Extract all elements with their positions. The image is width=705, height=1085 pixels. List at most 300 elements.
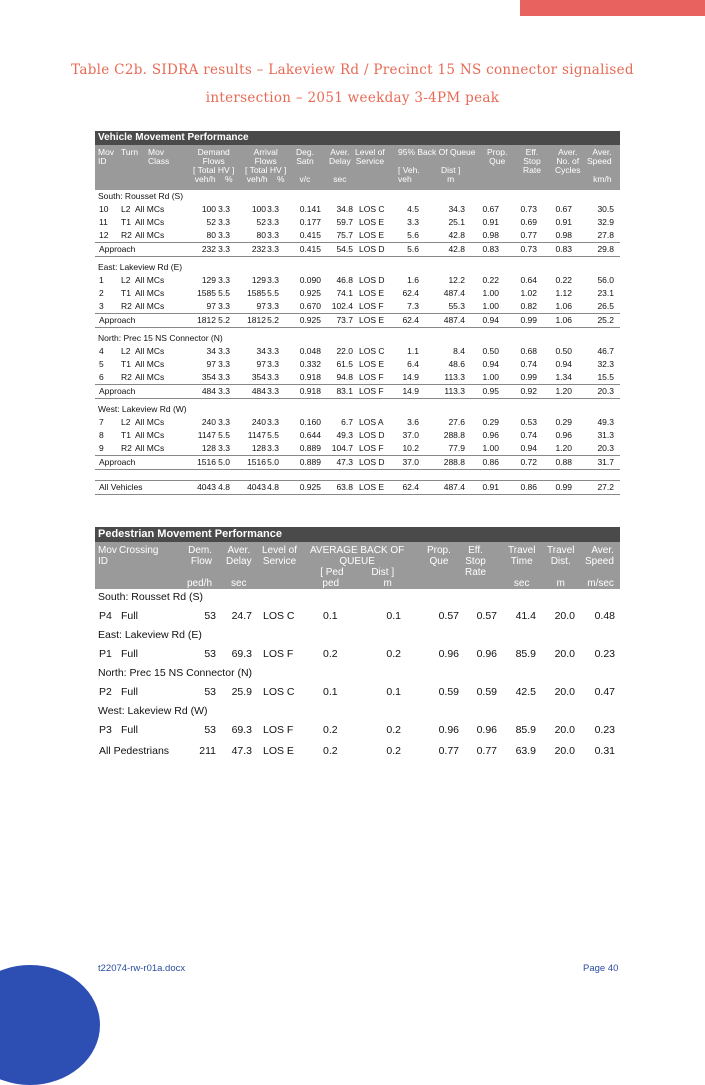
table-cell: 0.67 (555, 204, 572, 214)
table-row (95, 429, 620, 442)
table-cell: LOS C (359, 204, 385, 214)
table-cell: T1 (121, 288, 131, 298)
pedestrian-column-headers (95, 542, 620, 589)
ped-section-heading: North: Prec 15 NS Connector (N) (98, 667, 253, 679)
table-cell: 0.74 (520, 359, 537, 369)
table-cell: 15.5 (597, 372, 614, 382)
table-cell: 0.22 (482, 275, 499, 285)
table-cell: 52 (256, 217, 266, 227)
table-cell: 0.77 (438, 745, 459, 757)
table-cell: All MCs (135, 417, 165, 427)
table-cell: 0.99 (520, 315, 537, 325)
table-cell: 3.3 (218, 386, 230, 396)
table-cell: 31.7 (597, 457, 614, 467)
table-cell: 3.3 (267, 230, 279, 240)
table-cell: 3.3 (267, 372, 279, 382)
table-cell: 97 (206, 301, 216, 311)
table-cell: 20.0 (554, 724, 575, 736)
ped-col-prop-que: Prop. Que (427, 545, 451, 567)
table-cell: LOS D (359, 430, 385, 440)
table-cell: 4043 (197, 482, 216, 492)
table-cell: 47.3 (231, 745, 252, 757)
table-cell: 3.3 (218, 244, 230, 254)
col-aver-cycles: Aver. No. of Cycles (555, 147, 581, 175)
table-cell: 0.91 (555, 217, 572, 227)
table-cell: Full (121, 724, 138, 736)
table-cell: 20.0 (554, 686, 575, 698)
vehicle-column-headers (95, 145, 620, 190)
table-cell: 85.9 (515, 648, 536, 660)
table-cell: 3.3 (218, 346, 230, 356)
table-cell: 49.3 (336, 430, 353, 440)
table-cell: All MCs (135, 230, 165, 240)
table-cell: LOS F (263, 648, 294, 660)
ped-section-heading: East: Lakeview Rd (E) (98, 629, 202, 641)
table-cell: 5.6 (407, 230, 419, 240)
table-cell: 0.94 (482, 315, 499, 325)
table-title-line-1: Table C2b. SIDRA results – Lakeview Rd / Precinct 15 NS connector signalised (71, 62, 634, 78)
table-cell: 1.00 (482, 301, 499, 311)
table-cell: LOS D (359, 457, 385, 467)
col-deg-satn: Deg. Satn v/c (296, 147, 314, 184)
table-cell: 0.72 (520, 457, 537, 467)
table-cell: 113.3 (444, 372, 465, 382)
table-cell: All Vehicles (99, 482, 143, 492)
table-cell: 56.0 (597, 275, 614, 285)
table-cell: 0.048 (299, 346, 321, 356)
table-cell: 20.0 (554, 745, 575, 757)
approach-row (95, 313, 620, 328)
table-cell: 0.50 (555, 346, 572, 356)
col-back-of-queue: 95% Back Of Queue [ Veh. Dist ] veh m (398, 147, 476, 184)
table-cell: 3.3 (218, 217, 230, 227)
table-cell: 0.47 (594, 686, 615, 698)
table-cell: R2 (121, 443, 132, 453)
table-cell: LOS D (359, 244, 385, 254)
table-cell: L2 (121, 417, 131, 427)
ped-section-heading: West: Lakeview Rd (W) (98, 705, 208, 717)
approach-section-heading: West: Lakeview Rd (W) (98, 404, 187, 414)
col-aver-speed: Aver. Speed km/h (587, 147, 612, 184)
approach-section-heading: East: Lakeview Rd (E) (98, 262, 183, 272)
table-cell: 41.4 (515, 610, 536, 622)
table-cell: 53 (204, 724, 216, 736)
col-level-of-service: Level of Service (355, 147, 385, 166)
table-cell: All MCs (135, 288, 165, 298)
table-cell: 0.64 (520, 275, 537, 285)
table-cell: 0.96 (438, 648, 459, 660)
table-cell: T1 (121, 430, 131, 440)
table-row (95, 229, 620, 242)
table-cell: 0.94 (482, 359, 499, 369)
table-cell: LOS E (359, 217, 385, 227)
table-cell: 69.3 (231, 724, 252, 736)
table-cell: 0.29 (555, 417, 572, 427)
table-cell: 1585 (197, 288, 216, 298)
table-cell: LOS E (359, 482, 385, 492)
table-cell: 0.86 (520, 482, 537, 492)
table-row (95, 606, 620, 627)
table-cell: 0.29 (482, 417, 499, 427)
table-cell: 0.82 (520, 301, 537, 311)
table-cell: 102.4 (331, 301, 353, 311)
table-cell: 128 (251, 443, 266, 453)
table-cell: 354 (251, 372, 266, 382)
col-demand-flows: Demand Flows [ Total HV ] veh/h % (193, 147, 235, 184)
table-cell: All MCs (135, 372, 165, 382)
table-cell: 3 (99, 301, 104, 311)
table-cell: 1.6 (407, 275, 419, 285)
pedestrian-table-body (95, 589, 620, 762)
table-cell: 5.2 (267, 315, 279, 325)
vehicle-table-body (95, 190, 620, 495)
table-cell: 0.160 (299, 417, 321, 427)
table-cell: 0.96 (482, 430, 499, 440)
table-cell: LOS E (359, 315, 385, 325)
table-row (95, 442, 620, 455)
table-cell: 0.95 (482, 386, 499, 396)
table-cell: 20.3 (597, 443, 614, 453)
table-cell: 0.2 (323, 648, 338, 660)
table-cell: 1147 (247, 430, 266, 440)
table-row (95, 371, 620, 384)
table-cell: 3.3 (267, 346, 279, 356)
table-cell: 80 (206, 230, 216, 240)
col-aver-delay: Aver. Delay sec (329, 147, 351, 184)
table-cell: LOS C (263, 686, 295, 698)
table-cell: All MCs (135, 217, 165, 227)
table-cell: 34 (256, 346, 266, 356)
table-cell: 42.5 (515, 686, 536, 698)
table-cell: 5.0 (218, 457, 230, 467)
table-cell: 0.925 (299, 315, 321, 325)
table-cell: T1 (121, 359, 131, 369)
table-cell: 5.5 (267, 430, 279, 440)
table-cell: 0.91 (482, 217, 499, 227)
table-cell: 10.2 (402, 443, 419, 453)
table-cell: 63.9 (515, 745, 536, 757)
table-cell: 100 (201, 204, 216, 214)
table-cell: 20.0 (554, 648, 575, 660)
table-cell: LOS D (359, 275, 385, 285)
table-cell: P1 (99, 648, 112, 660)
table-cell: All MCs (135, 275, 165, 285)
table-cell: 5.5 (267, 288, 279, 298)
table-cell: 0.94 (555, 359, 572, 369)
table-cell: 97 (206, 359, 216, 369)
all-vehicles-row (95, 480, 620, 495)
table-cell: 4.5 (407, 204, 419, 214)
table-cell: 104.7 (331, 443, 353, 453)
table-cell: 3.3 (218, 417, 230, 427)
table-cell: 5 (99, 359, 104, 369)
table-cell: 288.8 (443, 430, 465, 440)
table-cell: All MCs (135, 430, 165, 440)
ped-col-travel-time: Travel Time sec (508, 545, 536, 589)
table-cell: 100 (251, 204, 266, 214)
col-mov-id: Mov ID (98, 147, 115, 166)
table-cell: 62.4 (402, 315, 419, 325)
table-cell: 53 (204, 648, 216, 660)
ped-col-travel-dist: Travel Dist. m (547, 545, 575, 589)
table-cell: P2 (99, 686, 112, 698)
table-cell: 3.3 (267, 204, 279, 214)
top-accent-bar (520, 0, 705, 16)
col-arrival-flows: Arrival Flows [ Total HV ] veh/h % (245, 147, 287, 184)
approach-row (95, 242, 620, 257)
table-cell: 4 (99, 346, 104, 356)
table-cell: 83.1 (336, 386, 353, 396)
table-cell: 34.8 (336, 204, 353, 214)
table-cell: Full (121, 610, 138, 622)
table-cell: 0.889 (299, 457, 321, 467)
table-row (95, 644, 620, 665)
table-cell: 5.2 (218, 315, 230, 325)
table-cell: 97 (256, 301, 266, 311)
table-cell: 0.96 (555, 430, 572, 440)
table-cell: 24.7 (231, 610, 252, 622)
table-cell: 0.69 (520, 217, 537, 227)
table-cell: 2 (99, 288, 104, 298)
table-cell: 0.670 (299, 301, 321, 311)
table-cell: LOS E (359, 359, 385, 369)
table-cell: 59.7 (336, 217, 353, 227)
table-cell: 46.8 (336, 275, 353, 285)
table-cell: 0.59 (476, 686, 497, 698)
table-cell: 232 (251, 244, 266, 254)
table-cell: 61.5 (336, 359, 353, 369)
approach-row (95, 384, 620, 399)
table-cell: 12.2 (448, 275, 465, 285)
table-cell: T1 (121, 217, 131, 227)
table-cell: 0.98 (555, 230, 572, 240)
table-cell: 240 (201, 417, 216, 427)
table-cell: 5.5 (218, 288, 230, 298)
ped-col-aver-delay: Aver. Delay sec (226, 545, 252, 589)
table-cell: 34.3 (448, 204, 465, 214)
table-cell: 6.4 (407, 359, 419, 369)
approach-section-heading: North: Prec 15 NS Connector (N) (98, 333, 223, 343)
table-cell: 1.12 (555, 288, 572, 298)
footer-page-number: Page 40 (583, 963, 619, 974)
table-cell: 97 (256, 359, 266, 369)
table-cell: 1.00 (482, 288, 499, 298)
table-cell: Approach (99, 386, 136, 396)
table-cell: 0.23 (594, 724, 615, 736)
table-cell: 10 (99, 204, 109, 214)
table-cell: 0.177 (299, 217, 321, 227)
table-cell: 29.8 (597, 244, 614, 254)
table-cell: 14.9 (402, 386, 419, 396)
table-cell: 55.3 (448, 301, 465, 311)
table-cell: 0.99 (555, 482, 572, 492)
table-cell: 0.2 (323, 745, 338, 757)
table-cell: 1.00 (482, 443, 499, 453)
table-cell: 1.00 (482, 372, 499, 382)
table-cell: 0.50 (482, 346, 499, 356)
vehicle-movement-table (95, 131, 620, 499)
table-cell: 211 (199, 745, 216, 757)
table-cell: 7 (99, 417, 104, 427)
table-cell: 1.06 (555, 315, 572, 325)
table-cell: 5.0 (267, 457, 279, 467)
table-cell: 0.98 (482, 230, 499, 240)
table-cell: 34 (206, 346, 216, 356)
table-cell: 0.73 (520, 244, 537, 254)
table-cell: 1812 (247, 315, 266, 325)
table-cell: 80 (256, 230, 266, 240)
table-cell: 0.332 (299, 359, 321, 369)
table-cell: 1812 (197, 315, 216, 325)
table-cell: LOS F (359, 301, 384, 311)
table-cell: 0.88 (555, 457, 572, 467)
table-cell: 0.1 (386, 686, 401, 698)
table-cell: 5.5 (218, 430, 230, 440)
table-cell: 4043 (247, 482, 266, 492)
table-cell: 0.77 (520, 230, 537, 240)
table-cell: 0.644 (299, 430, 321, 440)
table-row (95, 358, 620, 371)
table-cell: 0.96 (476, 648, 497, 660)
table-cell: 0.2 (323, 724, 338, 736)
table-cell: 3.3 (218, 443, 230, 453)
table-cell: 0.96 (476, 724, 497, 736)
table-cell: 0.1 (323, 686, 338, 698)
table-cell: 128 (201, 443, 216, 453)
ped-col-back-of-queue: AVERAGE BACK OF QUEUE [ Ped Dist ] ped m (310, 545, 405, 589)
table-cell: Full (121, 648, 138, 660)
table-cell: 32.3 (597, 359, 614, 369)
table-cell: Approach (99, 315, 136, 325)
table-cell: 0.99 (520, 372, 537, 382)
table-cell: 32.9 (597, 217, 614, 227)
table-cell: 77.9 (448, 443, 465, 453)
table-row (95, 345, 620, 358)
vehicle-table-header: Vehicle Movement Performance (95, 131, 620, 145)
table-cell: All MCs (135, 359, 165, 369)
table-cell: P3 (99, 724, 112, 736)
table-cell: 487.4 (443, 288, 465, 298)
table-cell: 6.7 (341, 417, 353, 427)
table-cell: 484 (251, 386, 266, 396)
table-cell: 54.5 (336, 244, 353, 254)
table-cell: 42.8 (448, 244, 465, 254)
col-eff-stop-rate: Eff. Stop Rate (523, 147, 541, 175)
table-cell: 1 (99, 275, 104, 285)
table-cell: LOS C (263, 610, 295, 622)
table-cell: 20.0 (554, 610, 575, 622)
table-cell: 3.3 (267, 244, 279, 254)
table-cell: 0.1 (386, 610, 401, 622)
table-cell: 0.67 (482, 204, 499, 214)
table-cell: LOS F (263, 724, 294, 736)
table-cell: 288.8 (443, 457, 465, 467)
table-cell: LOS A (359, 417, 384, 427)
table-cell: LOS F (359, 386, 384, 396)
table-row (95, 720, 620, 741)
table-cell: 3.3 (218, 204, 230, 214)
table-cell: 4.8 (218, 482, 230, 492)
table-cell: 9 (99, 443, 104, 453)
table-cell: Full (121, 686, 138, 698)
table-cell: 63.8 (336, 482, 353, 492)
table-cell: 53 (204, 610, 216, 622)
table-cell: 0.2 (386, 745, 401, 757)
approach-row (95, 455, 620, 470)
table-cell: 3.3 (218, 372, 230, 382)
table-cell: 3.3 (218, 359, 230, 369)
table-cell: 0.415 (299, 244, 321, 254)
table-cell: 26.5 (597, 301, 614, 311)
table-cell: 53 (204, 686, 216, 698)
pedestrian-movement-table (95, 527, 620, 762)
table-cell: 487.4 (443, 482, 465, 492)
table-cell: 48.6 (448, 359, 465, 369)
table-cell: 85.9 (515, 724, 536, 736)
table-cell: 20.3 (597, 386, 614, 396)
table-cell: 3.3 (267, 359, 279, 369)
table-cell: Approach (99, 244, 136, 254)
table-cell: LOS F (359, 372, 384, 382)
table-row (95, 216, 620, 229)
table-cell: 14.9 (402, 372, 419, 382)
ped-section-heading: South: Rousset Rd (S) (98, 591, 204, 603)
table-cell: 232 (201, 244, 216, 254)
ped-col-mov-id: Mov ID (98, 545, 117, 567)
table-cell: LOS E (359, 230, 385, 240)
table-row (95, 274, 620, 287)
table-cell: L2 (121, 204, 131, 214)
table-cell: 354 (201, 372, 216, 382)
table-cell: R2 (121, 230, 132, 240)
table-cell: 7.3 (407, 301, 419, 311)
table-cell: 3.3 (267, 217, 279, 227)
table-cell: L2 (121, 346, 131, 356)
table-cell: 0.57 (438, 610, 459, 622)
table-cell: LOS F (359, 443, 384, 453)
table-cell: All MCs (135, 204, 165, 214)
table-cell: 27.6 (448, 417, 465, 427)
table-cell: All MCs (135, 443, 165, 453)
table-cell: LOS E (359, 288, 385, 298)
table-cell: 25.1 (448, 217, 465, 227)
table-cell: 0.31 (594, 745, 615, 757)
table-cell: 484 (201, 386, 216, 396)
table-cell: 23.1 (597, 288, 614, 298)
table-cell: 0.22 (555, 275, 572, 285)
table-cell: 3.3 (267, 301, 279, 311)
table-cell: 11 (99, 217, 108, 227)
table-cell: 22.0 (336, 346, 353, 356)
table-cell: 0.925 (299, 288, 321, 298)
table-cell: 42.8 (448, 230, 465, 240)
table-cell: 46.7 (597, 346, 614, 356)
table-cell: 0.91 (482, 482, 499, 492)
table-cell: LOS E (263, 745, 294, 757)
table-cell: 0.925 (299, 482, 321, 492)
table-row (95, 300, 620, 313)
table-cell: 25.9 (231, 686, 252, 698)
table-title-line-2: intersection – 2051 weekday 3-4PM peak (205, 90, 500, 106)
table-cell: 3.3 (218, 275, 230, 285)
table-cell: 0.889 (299, 443, 321, 453)
table-cell: 113.3 (444, 386, 465, 396)
table-cell: 0.57 (476, 610, 497, 622)
ped-col-aver-speed: Aver. Speed m/sec (585, 545, 614, 589)
table-cell: 3.3 (407, 217, 419, 227)
table-cell: 0.77 (476, 745, 497, 757)
table-cell: 1516 (197, 457, 216, 467)
